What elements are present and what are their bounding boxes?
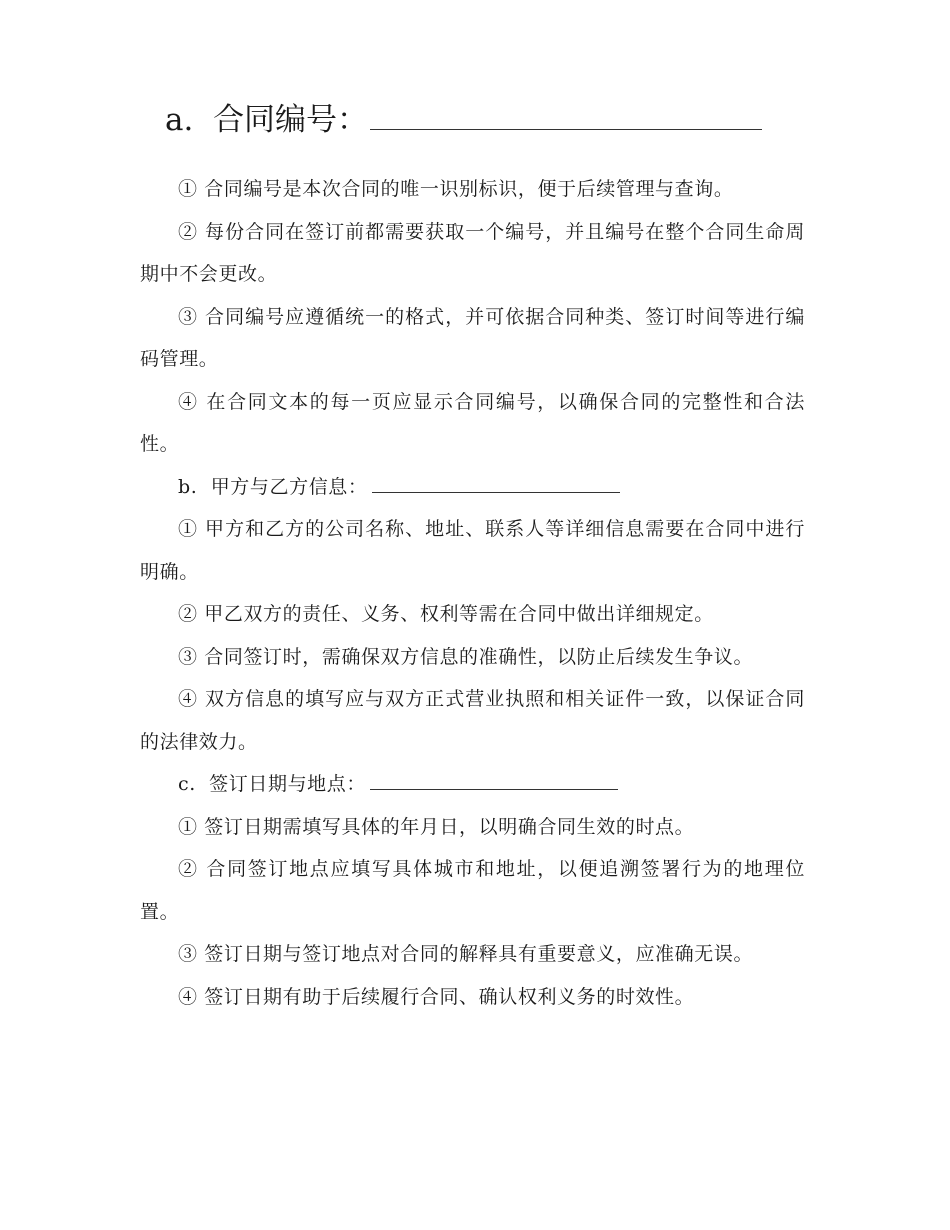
contract-number-blank (370, 99, 762, 130)
section-b-item-3: ③ 合同签订时，需确保双方信息的准确性，以防止后续发生争议。 (178, 645, 754, 668)
party-info-heading (140, 466, 805, 509)
document-body (140, 168, 805, 1018)
section-c-item-1: ① 签订日期需填写具体的年月日，以明确合同生效的时点。 (178, 815, 695, 838)
signing-date-heading (140, 763, 805, 806)
signing-date-marker: c. (178, 773, 196, 795)
party-info-marker: b. (178, 475, 198, 498)
section-a-item-4: ④ 在合同文本的每一页应显示合同编号，以确保合同的完整性和合法性。 (140, 390, 805, 455)
section-c-item-4: ④ 签订日期有助于后续履行合同、确认权利义务的时效性。 (178, 985, 695, 1008)
section-c-item-3: ③ 签订日期与签订地点对合同的解释具有重要意义，应准确无误。 (178, 943, 754, 965)
section-b-item-2: ② 甲乙双方的责任、义务、权利等需在合同中做出详细规定。 (178, 603, 714, 625)
heading-marker: a. (165, 102, 194, 138)
contract-number-heading (165, 98, 762, 142)
section-a-item-3: ③ 合同编号应遵循统一的格式，并可依据合同种类、签订时间等进行编码管理。 (140, 305, 805, 370)
section-b-item-1: ① 甲方和乙方的公司名称、地址、联系人等详细信息需要在合同中进行明确。 (140, 518, 805, 583)
section-c-item-2: ② 合同签订地点应填写具体城市和地址，以便追溯签署行为的地理位置。 (140, 858, 805, 923)
signing-date-blank (370, 771, 618, 790)
heading-label: 合同编号： (213, 102, 369, 138)
section-b-item-4: ④ 双方信息的填写应与双方正式营业执照和相关证件一致，以保证合同的法律效力。 (140, 688, 805, 753)
party-info-label: 甲方与乙方信息： (210, 475, 368, 498)
party-info-blank (372, 474, 620, 493)
signing-date-label: 签订日期与地点： (209, 773, 366, 795)
section-a-item-2: ② 每份合同在签订前都需要获取一个编号，并且编号在整个合同生命周期中不会更改。 (140, 220, 805, 285)
section-a-item-1: ① 合同编号是本次合同的唯一识别标识，便于后续管理与查询。 (178, 178, 734, 200)
